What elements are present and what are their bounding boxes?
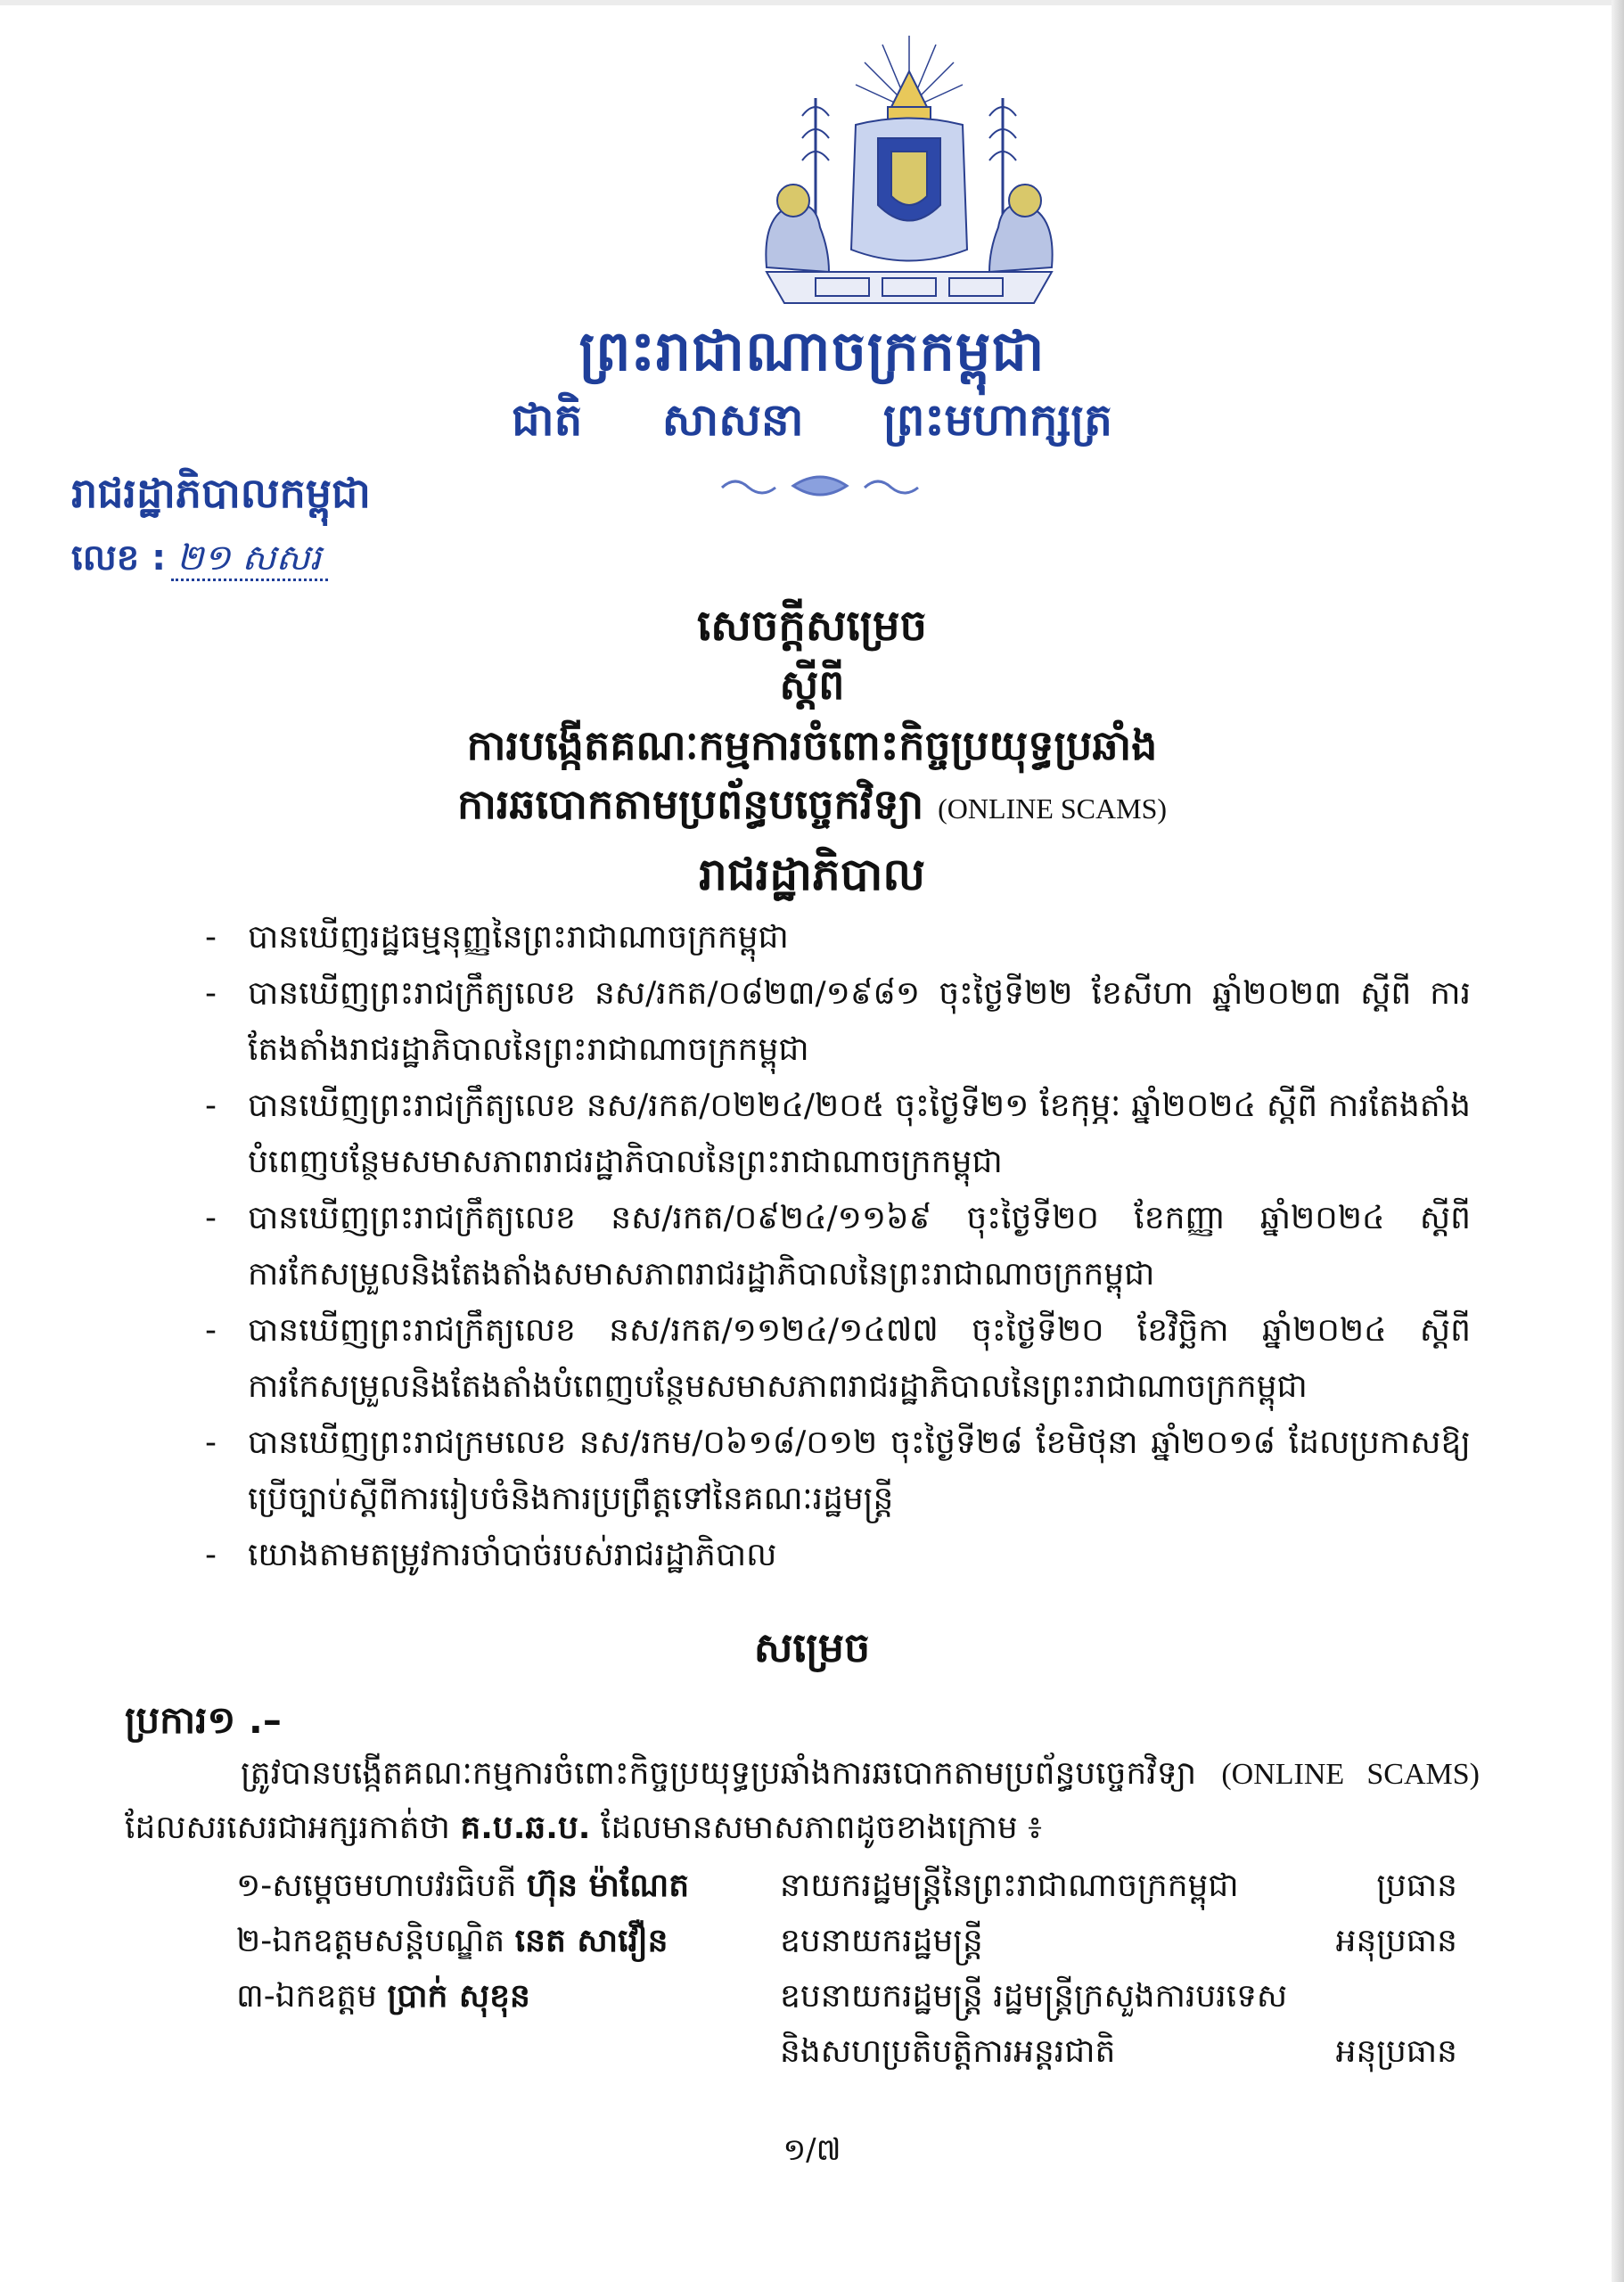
member-row [236, 1914, 1502, 1969]
article-1-text-after: ដែលមានសមាសភាពដូចខាងក្រោម ៖ [600, 1810, 1042, 1846]
member-prefix: ៣-ឯកឧត្តម [236, 1978, 378, 2015]
member-name-bold: ហ៊ុន ម៉ាណែត [526, 1867, 690, 1904]
member-name-bold: នេត សាវឿន [514, 1923, 668, 1959]
member-role: អនុប្រធាន [1335, 2033, 1457, 2070]
recital-item: - បានឃើញព្រះរាជក្រឹត្យលេខ នស/រកត/០២២៤/២០៥ ចុះថ្ងៃទី២១ ខែកុម្ភៈ ឆ្នាំ២០២៤ ស្តីពី ការតែងតាំងបំពេញបន្ថែមសមាសភាពរាជរដ្ឋាភិបាលនៃព្រះរាជាណាចក្រកម្ពុជា [205, 1078, 1471, 1190]
motto-king: ព្រះមហាក្សត្រ [882, 394, 1112, 446]
page-number: ១/៧ [783, 2132, 841, 2168]
member-role: ប្រធាន [1376, 1867, 1457, 1904]
recital-item: - បានឃើញព្រះរាជក្រឹត្យលេខ នស/រកត/១១២៤/១៤៧៧ ចុះថ្ងៃទី២០ ខែវិច្ឆិកា ឆ្នាំ២០២៤ ស្តីពី ការកែសម្រួលនិងតែងតាំងបំពេញបន្ថែមសមាសភាពរាជរដ្ឋាភិបាលនៃព្រះរាជាណាចក្រកម្ពុជា [205, 1302, 1471, 1415]
royal-coat-of-arms-emblem [731, 36, 1087, 330]
government-heading: រាជរដ្ឋាភិបាល [699, 849, 925, 900]
member-position: ឧបនាយករដ្ឋមន្ត្រី រដ្ឋមន្ត្រីក្រសួងការបរទេស [780, 1978, 1288, 2015]
motto-religion: សាសនា [661, 394, 804, 446]
recitals-list [205, 909, 1471, 1583]
subject-latin: (ONLINE SCAMS) [938, 792, 1168, 825]
member-name [236, 1969, 530, 2024]
member-prefix: ១-សម្តេចមហាបវរធិបតី [236, 1867, 517, 1904]
article-1-body [125, 1747, 1480, 1855]
recital-item: - បានឃើញព្រះរាជក្រឹត្យលេខ នស/រកត/០៩២៤/១១៦៩ ចុះថ្ងៃទី២០ ខែកញ្ញា ឆ្នាំ២០២៤ ស្តីពី ការកែសម្រួលនិងតែងតាំងសមាសភាពរាជរដ្ឋាភិបាលនៃព្រះរាជាណាចក្រកម្ពុជា [205, 1190, 1471, 1302]
motto-nation: ជាតិ [512, 394, 583, 446]
member-position-line2: និងសហប្រតិបត្តិការអន្តរជាតិ [780, 2033, 1116, 2070]
recital-item: - បានឃើញព្រះរាជក្រឹត្យលេខ នស/រកត/០៨២៣/១៩៨១ ចុះថ្ងៃទី២២ ខែសីហា ឆ្នាំ២០២៣ ស្តីពី ការតែងតាំងរាជរដ្ឋាភិបាលនៃព្រះរាជាណាចក្រកម្ពុជា [205, 965, 1471, 1078]
subject-line-2 [0, 779, 1624, 839]
article-1-text-mid: ដែលសរសេរជាអក្សរកាត់ថា [125, 1810, 450, 1846]
member-row-continued [236, 2024, 1502, 2080]
government-label: រាជរដ្ឋាភិបាលកម្ពុជា [71, 469, 371, 517]
kingdom-title: ព្រះរាជាណាចក្រកម្ពុជា [578, 318, 1046, 383]
recital-item: - បានឃើញព្រះរាជក្រមលេខ នស/រកម/០៦១៨/០១២ ចុះថ្ងៃទី២៨ ខែមិថុនា ឆ្នាំ២០១៨ ដែលប្រកាសឱ្យប្រើច្បាប់ស្តីពីការរៀបចំនិងការប្រព្រឹត្តទៅនៃគណៈរដ្ឋមន្ត្រី [205, 1415, 1471, 1527]
member-name-bold: ប្រាក់ សុខុន [387, 1978, 530, 2015]
member-role: អនុប្រធាន [1335, 1923, 1457, 1959]
member-row [236, 1969, 1502, 2024]
member-position: នាយករដ្ឋមន្ត្រីនៃព្រះរាជាណាចក្រកម្ពុជា [780, 1867, 1239, 1904]
ref-label: លេខ : [71, 538, 167, 579]
member-position: ឧបនាយករដ្ឋមន្ត្រី [780, 1923, 983, 1959]
member-row [236, 1859, 1502, 1914]
document-type-heading: សេចក្តីសម្រេច [696, 601, 928, 651]
subject-line-1: ការបង្កើតគណៈកម្មការចំពោះកិច្ចប្រយុទ្ធប្រឆាំង [466, 721, 1158, 769]
recital-item: - យោងតាមតម្រូវការចាំបាច់របស់រាជរដ្ឋាភិបាល [205, 1527, 1471, 1583]
recital-item: - បានឃើញរដ្ឋធម្មនុញ្ញនៃព្រះរាជាណាចក្រកម្ពុជា [205, 909, 1471, 965]
ref-number-handwritten: ២១ សសរ [171, 538, 328, 581]
decorative-divider [713, 468, 927, 504]
decides-heading: សម្រេច [753, 1623, 871, 1671]
article-1-latin: (ONLINE SCAMS) [1221, 1758, 1480, 1791]
member-name [236, 1914, 668, 1969]
national-motto [0, 392, 1624, 457]
page-edge [0, 0, 1624, 5]
article-1-label: ប្រការ១ .– [125, 1698, 282, 1742]
reference-number-line [71, 535, 328, 587]
member-prefix: ២-ឯកឧត្តមសន្តិបណ្ឌិត [236, 1923, 505, 1959]
about-heading: ស្តីពី [779, 661, 845, 709]
subject-line-2-text: ការឆបោកតាមប្រព័ន្ធបច្ចេកវិទ្យា [456, 780, 924, 828]
article-1-abbrev: គ.ប.ឆ.ប. [460, 1810, 591, 1846]
article-1-text-before: ត្រូវបានបង្កើតគណៈកម្មការចំពោះកិច្ចប្រយុទ្ធប្រឆាំងការឆបោកតាមប្រព័ន្ធបច្ចេកវិទ្យា [241, 1755, 1197, 1792]
members-list [236, 1859, 1502, 2080]
member-name [236, 1859, 689, 1914]
